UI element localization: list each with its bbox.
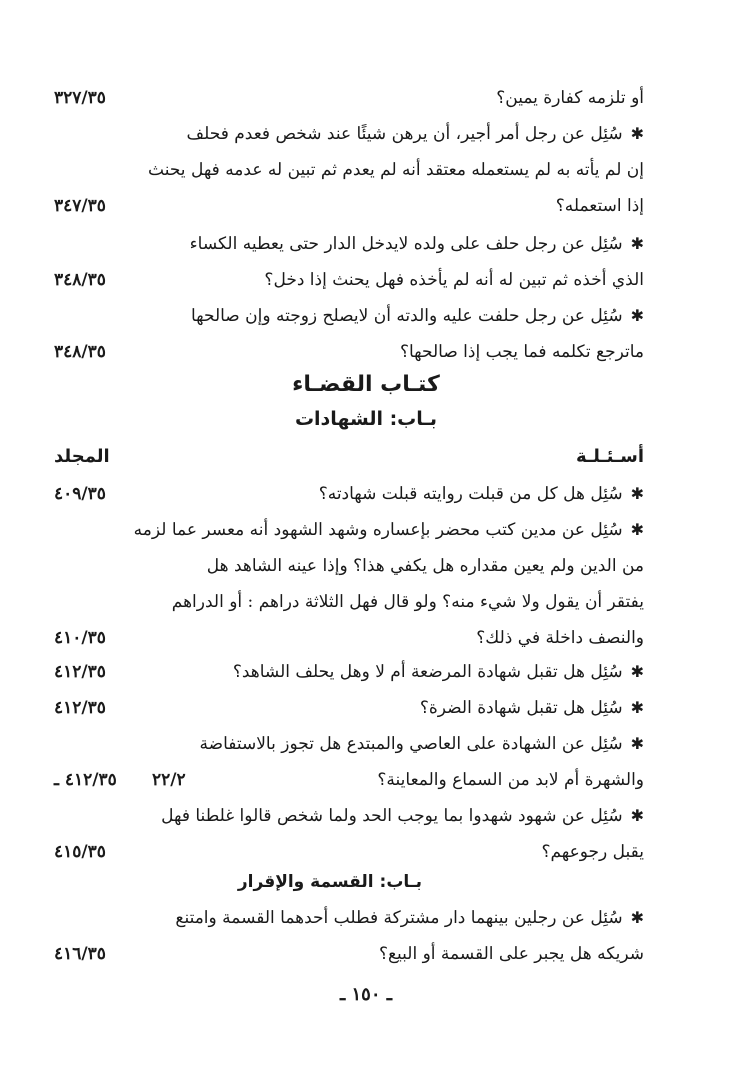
volume-reference: ٤١٠/٣٥ bbox=[54, 628, 106, 648]
volume-reference: ٣٤٨/٣٥ bbox=[54, 270, 106, 290]
entry-text: ماترجع تكلمه فما يجب إذا صالحها؟ bbox=[399, 342, 644, 362]
volume-reference: ٣٤٧/٣٥ bbox=[54, 196, 106, 216]
volume-reference: ٤١٢/٣٥ ـ bbox=[54, 770, 117, 790]
star-bullet-icon: ✱ bbox=[630, 124, 644, 143]
volume-reference: ٤١٦/٣٥ bbox=[54, 944, 106, 964]
star-bullet-icon: ✱ bbox=[630, 806, 644, 825]
entry-line bbox=[0, 512, 732, 548]
star-bullet-icon: ✱ bbox=[630, 662, 644, 681]
entry-text: ✱سُئِل عن الشهادة على العاصي والمبتدع هل تجوز بالاستفاضة bbox=[199, 734, 644, 754]
entry-line bbox=[0, 900, 732, 936]
volume-reference: ٣٢٧/٣٥ bbox=[54, 88, 106, 108]
entry-line bbox=[0, 726, 732, 762]
entry-text: ✱سُئِل هل تقبل شهادة الضرة؟ bbox=[419, 698, 644, 718]
star-bullet-icon: ✱ bbox=[630, 908, 644, 927]
column-header-volume: المجلد bbox=[54, 446, 110, 467]
entry-text: الذي أخذه ثم تبين له أنه لم يأخذه فهل يحنث إذا دخل؟ bbox=[264, 270, 644, 290]
entry-line bbox=[0, 116, 732, 152]
entry-line bbox=[0, 584, 732, 620]
star-bullet-icon: ✱ bbox=[630, 698, 644, 717]
entry-line bbox=[0, 798, 732, 834]
star-bullet-icon: ✱ bbox=[630, 520, 644, 539]
entry-text: يقبل رجوعهم؟ bbox=[541, 842, 644, 862]
entry-line bbox=[0, 620, 732, 656]
entry-text: ✱سُئِل عن رجل حلف على ولده لايدخل الدار حتى يعطيه الكساء bbox=[189, 234, 644, 254]
entry-text: والشهرة أم لابد من السماع والمعاينة؟ bbox=[377, 770, 644, 790]
entry-text: شريكه هل يجبر على القسمة أو البيع؟ bbox=[378, 944, 644, 964]
entry-text: من الدين ولم يعين مقداره هل يكفي هذا؟ وإذا عينه الشاهد هل bbox=[206, 556, 644, 576]
entry-line bbox=[0, 298, 732, 334]
entry-text: إذا استعمله؟ bbox=[555, 196, 644, 216]
entry-text: ✱سُئِل هل تقبل شهادة المرضعة أم لا وهل يحلف الشاهد؟ bbox=[232, 662, 644, 682]
volume-reference: ٣٤٨/٣٥ bbox=[54, 342, 106, 362]
chapter-title: بـاب: الشهادات bbox=[294, 408, 438, 430]
star-bullet-icon: ✱ bbox=[630, 734, 644, 753]
entry-line bbox=[0, 226, 732, 262]
entry-text: ✱سُئِل هل كل من قبلت روايته قبلت شهادته؟ bbox=[318, 484, 644, 504]
page-number: ـ ١٥٠ ـ bbox=[339, 984, 393, 1005]
entry-text: ✱سُئِل عن رجل حلفت عليه والدته أن لايصلح زوجته وإن صالحها bbox=[190, 306, 644, 326]
entry-line bbox=[0, 548, 732, 584]
entry-line bbox=[0, 690, 732, 726]
entry-text: ✱سُئِل عن رجلين بينهما دار مشتركة فطلب أحدهما القسمة وامتنع bbox=[175, 908, 644, 928]
entry-line bbox=[0, 834, 732, 870]
entry-text: والنصف داخلة في ذلك؟ bbox=[476, 628, 644, 648]
star-bullet-icon: ✱ bbox=[630, 234, 644, 253]
entry-text: ✱سُئِل عن رجل أمر أجير، أن يرهن شيئًا عند شخص فعدم فحلف bbox=[186, 124, 644, 144]
book-title: كتـاب القضـاء bbox=[292, 372, 440, 397]
entry-line bbox=[0, 152, 732, 188]
entry-text: أو تلزمه كفارة يمين؟ bbox=[496, 88, 644, 108]
entry-line bbox=[0, 476, 732, 512]
secondary-reference: ٢٢/٢ bbox=[152, 770, 186, 790]
volume-reference: ٤٠٩/٣٥ bbox=[54, 484, 106, 504]
entry-line bbox=[0, 654, 732, 690]
column-header-questions: أسـئـلـة bbox=[576, 446, 644, 467]
entry-line bbox=[0, 188, 732, 224]
volume-reference: ٤١٢/٣٥ bbox=[54, 698, 106, 718]
entry-line bbox=[0, 262, 732, 298]
entry-line bbox=[0, 80, 732, 116]
entry-line bbox=[0, 936, 732, 972]
entry-text: ✱سُئِل عن شهود شهدوا بما يوجب الحد ولما شخص قالوا غلطنا فهل bbox=[161, 806, 644, 826]
entry-text: إن لم يأته به لم يستعمله معتقد أنه لم يعدم ثم تبين له عدمه فهل يحنث bbox=[148, 160, 644, 180]
entry-line bbox=[0, 334, 732, 370]
star-bullet-icon: ✱ bbox=[630, 306, 644, 325]
star-bullet-icon: ✱ bbox=[630, 484, 644, 503]
volume-reference: ٤١٢/٣٥ bbox=[54, 662, 106, 682]
entry-line bbox=[0, 762, 732, 798]
volume-reference: ٤١٥/٣٥ bbox=[54, 842, 106, 862]
entry-text: يفتقر أن يقول ولا شيء منه؟ ولو قال فهل الثلاثة دراهم : أو الدراهم bbox=[171, 592, 644, 612]
entry-text: ✱سُئِل عن مدين كتب محضر بإعساره وشهد الشهود أنه معسر عما لزمه bbox=[133, 520, 644, 540]
subchapter-title: بـاب: القسمة والإقرار bbox=[237, 872, 422, 892]
